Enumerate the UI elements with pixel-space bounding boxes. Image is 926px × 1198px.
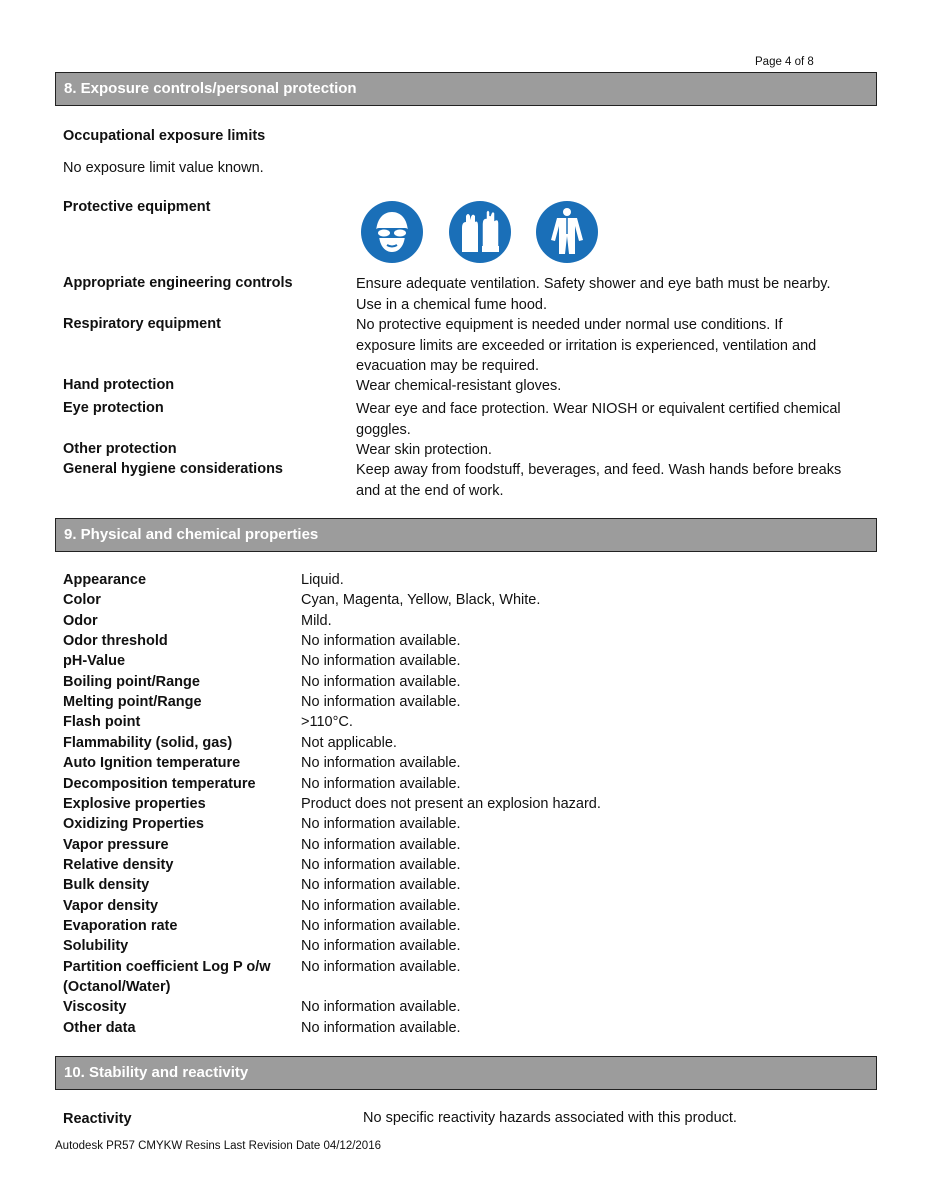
protective-equipment-label: Protective equipment xyxy=(63,199,211,215)
property-value: >110°C. xyxy=(301,714,353,731)
property-label: Melting point/Range xyxy=(63,694,202,711)
section-9-header: 9. Physical and chemical properties xyxy=(55,518,877,552)
reactivity-value: No specific reactivity hazards associated with this product. xyxy=(363,1110,737,1126)
other-protection-value: Wear skin protection. xyxy=(356,442,492,458)
property-label: Decomposition temperature xyxy=(63,775,256,792)
property-value: No information available. xyxy=(301,653,461,670)
property-value: No information available. xyxy=(301,877,461,894)
section-8-header: 8. Exposure controls/personal protection xyxy=(55,72,877,106)
eye-protection-label: Eye protection xyxy=(63,400,164,416)
property-label: Flammability (solid, gas) xyxy=(63,734,233,751)
hand-protection-label: Hand protection xyxy=(63,377,175,393)
engineering-controls-label: Appropriate engineering controls xyxy=(63,275,293,291)
property-value: No information available. xyxy=(301,938,461,955)
face-shield-goggles-icon xyxy=(360,200,424,264)
property-label: Partition coefficient Log P o/w xyxy=(63,958,271,975)
property-label: Relative density xyxy=(63,856,174,873)
property-value: Not applicable. xyxy=(301,734,397,751)
property-value: No information available. xyxy=(301,755,461,772)
property-label: Bulk density xyxy=(63,877,150,894)
property-label: Color xyxy=(63,592,101,609)
property-label: Boiling point/Range xyxy=(63,673,200,690)
property-value: No information available. xyxy=(301,856,461,873)
property-value: Product does not present an explosion hazard. xyxy=(301,795,601,812)
property-label: Explosive properties xyxy=(63,795,206,812)
property-label: Vapor density xyxy=(63,897,159,914)
protective-suit-icon xyxy=(535,200,599,264)
footer-revision: Autodesk PR57 CMYKW Resins Last Revision Date 04/12/2016 xyxy=(55,1140,381,1152)
respiratory-equipment-value: No protective equipment is needed under normal use conditions. If exposure limits are exceeded or irritation is experienced, ventilation and evacuation may be required. xyxy=(356,317,817,374)
property-label: Solubility xyxy=(63,938,129,955)
eye-protection-value: Wear eye and face protection. Wear NIOSH or equivalent certified chemical goggles. xyxy=(356,401,841,438)
respiratory-equipment-label: Respiratory equipment xyxy=(63,316,221,332)
page-number: Page 4 of 8 xyxy=(755,56,814,68)
hygiene-considerations-label: General hygiene considerations xyxy=(63,461,283,477)
property-label: Appearance xyxy=(63,572,147,588)
property-value: No information available. xyxy=(301,917,461,934)
property-value: No information available. xyxy=(301,816,461,833)
property-label: Auto Ignition temperature xyxy=(63,755,241,772)
property-value: No information available. xyxy=(301,897,461,914)
oel-value: No exposure limit value known. xyxy=(63,160,264,176)
property-value: Cyan, Magenta, Yellow, Black, White. xyxy=(301,592,541,609)
property-label: Viscosity xyxy=(63,999,127,1016)
oel-label: Occupational exposure limits xyxy=(63,128,266,144)
property-label: Flash point xyxy=(63,714,141,731)
property-value: Mild. xyxy=(301,612,332,629)
property-value: No information available. xyxy=(301,836,461,853)
property-label-continued: (Octanol/Water) xyxy=(63,979,171,995)
property-label: Oxidizing Properties xyxy=(63,816,204,833)
reactivity-label: Reactivity xyxy=(63,1111,132,1127)
property-value: No information available. xyxy=(301,1019,461,1036)
property-label: Evaporation rate xyxy=(63,917,178,934)
property-label: Vapor pressure xyxy=(63,836,169,853)
property-label: Odor threshold xyxy=(63,633,168,650)
property-value: No information available. xyxy=(301,633,461,650)
property-value: No information available. xyxy=(301,673,461,690)
property-value: No information available. xyxy=(301,775,461,792)
hygiene-considerations-value: Keep away from foodstuff, beverages, and feed. Wash hands before breaks and at the end of work. xyxy=(356,462,842,499)
property-label: Other data xyxy=(63,1019,136,1036)
property-label: Odor xyxy=(63,612,98,629)
property-value: No information available. xyxy=(301,694,461,711)
other-protection-label: Other protection xyxy=(63,441,177,457)
chemical-gloves-icon xyxy=(448,200,512,264)
section-10-header: 10. Stability and reactivity xyxy=(55,1056,877,1090)
engineering-controls-value: Ensure adequate ventilation. Safety shower and eye bath must be nearby. Use in a chemical fume hood. xyxy=(356,276,831,313)
property-label: pH-Value xyxy=(63,653,126,670)
hand-protection-value: Wear chemical-resistant gloves. xyxy=(356,378,562,394)
property-value: No information available. xyxy=(301,999,461,1016)
property-value: Liquid. xyxy=(301,572,344,588)
property-value: No information available. xyxy=(301,958,461,975)
